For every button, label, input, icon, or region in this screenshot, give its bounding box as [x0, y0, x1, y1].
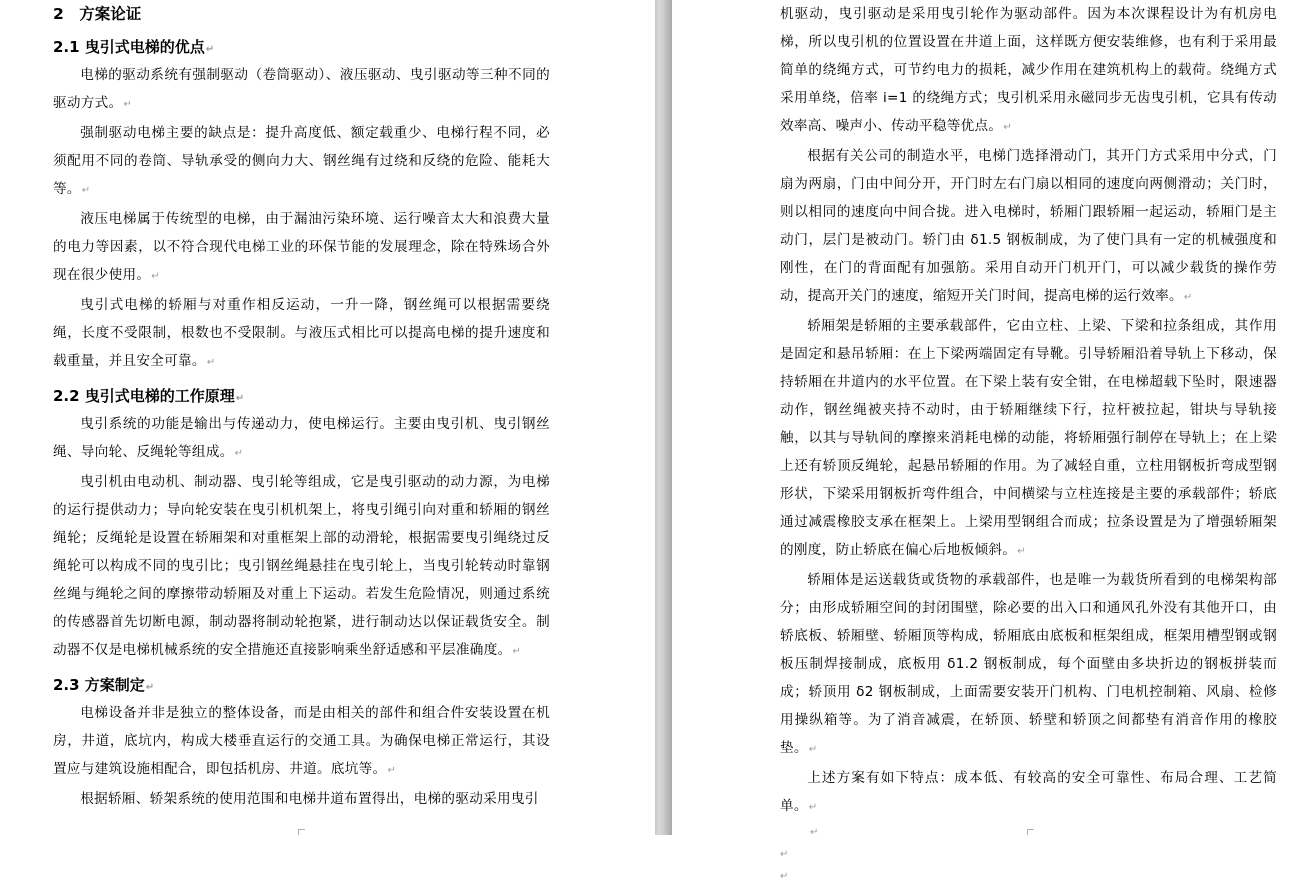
- empty-paragraph: [780, 866, 1277, 888]
- paragraph-mark-icon: ↵: [81, 185, 91, 196]
- paragraph-mark-icon: ↵: [808, 802, 818, 813]
- paragraph-mark-icon: ↵: [1003, 122, 1012, 133]
- empty-paragraph: [780, 844, 1277, 866]
- paragraph-mark-icon: ↵: [780, 871, 789, 882]
- paragraph: 轿厢架是轿厢的主要承载部件，它由立柱、上梁、下梁和拉条组成，其作用是固定和悬吊轿厢：在上下梁两端固定有导靴。引导轿厢沿着导轨上下移动，保持轿厢在井道内的水平位置。在下梁上装有安全钳，在电梯超载下坠时，限速器动作，钢丝绳被夹持不动时，由于轿厢继续下行，拉杆被拉起，钳块与导轨接触，以其与导轨间的摩擦来消耗电梯的动能，将轿厢强行制停在导轨上；在上梁上还有轿顶反绳轮，起悬吊轿厢的作用。为了减轻自重，立柱用钢板折弯成型钢形状，下梁采用钢板折弯件组合，中间横梁与立柱连接是主要的承载部件；轿底通过减震橡胶支承在框架上。上梁用型钢组合而成；拉条设置是为了增强轿厢架的刚度，防止轿底在偏心后地板倾斜。↵: [780, 318, 1277, 558]
- paragraph-mark-icon: ↵: [512, 646, 522, 657]
- paragraph-mark-icon: ↵: [780, 849, 789, 860]
- paragraph: 根据轿厢、轿架系统的使用范围和电梯井道布置得出，电梯的驱动采用曳引: [80, 791, 539, 807]
- heading-2-2: 2.2 曳引式电梯的工作原理↵: [53, 387, 245, 405]
- paragraph: 机驱动，曳引驱动是采用曳引轮作为驱动部件。因为本次课程设计为有机房电梯，所以曳引机的位置设置在井道上面，这样既方便安装维修，也有利于采用最简单的绕绳方式，可节约电力的损耗，减少作用在建筑机构上的载荷。绕绳方式采用单绕，倍率 i=1 的绕绳方式；曳引机采用永磁同步无齿曳引机，它具有传动效率高、噪声小、传动平稳等优点。↵: [780, 6, 1277, 134]
- paragraph-mark-icon: ↵: [810, 827, 819, 838]
- paragraph: 电梯的驱动系统有强制驱动（卷筒驱动）、液压驱动、曳引驱动等三种不同的驱动方式。↵: [53, 67, 550, 111]
- document-page-left[interactable]: [0, 0, 655, 835]
- paragraph: 曳引系统的功能是输出与传递动力，使电梯运行。主要由曳引机、曳引钢丝绳、导向轮、反绳轮等组成。↵: [53, 416, 550, 460]
- page-body-left: [53, 0, 550, 813]
- paragraph-mark-icon: ↵: [206, 357, 216, 368]
- paragraph-mark-icon: ↵: [234, 448, 244, 459]
- paragraph: 根据有关公司的制造水平，电梯门选择滑动门，其开门方式采用中分式，门扇为两扇，门由中间分开，开门时左右门扇以相同的速度向两侧滑动；关门时，则以相同的速度向中间合拢。进入电梯时，轿厢门跟轿厢一起运动，轿厢门是主动门，层门是被动门。轿门由 δ1.5 钢板制成，为了使门具有一定的机械强度和刚性，在门的背面配有加强筋。采用自动开门机开门，可以减少载货的操作劳动，提高开关门的速度，缩短开关门时间，提高电梯的运行效率。↵: [780, 148, 1277, 304]
- paragraph-mark-icon: ↵: [151, 271, 160, 282]
- page-gutter: [655, 0, 672, 835]
- paragraph-mark-icon: ↵: [1017, 546, 1026, 557]
- paragraph: 曳引机由电动机、制动器、曳引轮等组成，它是曳引驱动的动力源，为电梯的运行提供动力；导向轮安装在曳引机机架上，将曳引绳引向对重和轿厢的钢丝绳轮；反绳轮是设置在轿厢架和对重框架上部的动滑轮，根据需要曳引绳绕过反绳轮可以构成不同的曳引比；曳引钢丝绳悬挂在曳引轮上，当曳引轮转动时靠钢丝绳与绳轮之间的摩擦带动轿厢及对重上下运动。若发生危险情况，则通过系统的传感器首先切断电源，制动器将制动轮抱紧，进行制动达以保证载货安全。制动器不仅是电梯机械系统的安全措施还直接影响乘坐舒适感和平层准确度。↵: [53, 474, 550, 658]
- paragraph-mark-icon: ↵: [205, 44, 215, 55]
- paragraph-mark-icon: ↵: [145, 682, 155, 693]
- margin-corner-mark: [298, 829, 305, 835]
- section-heading-2: 2 方案论证: [53, 5, 142, 23]
- paragraph: 电梯设备并非是独立的整体设备，而是由相关的部件和组合件安装设置在机房，井道，底坑内，构成大楼垂直运行的交通工具。为确保电梯正常运行，其设置应与建筑设施相配合，即包括机房、井道。底坑等。↵: [53, 705, 550, 777]
- paragraph-mark-icon: ↵: [808, 744, 818, 755]
- paragraph: 强制驱动电梯主要的缺点是：提升高度低、额定载重少、电梯行程不同，必须配用不同的卷筒、导轨承受的侧向力大、钢丝绳有过绕和反绕的危险、能耗大等。↵: [53, 125, 550, 197]
- paragraph: 轿厢体是运送载货或货物的承载部件，也是唯一为载货所看到的电梯架构部分；由形成轿厢空间的封闭围壁，除必要的出入口和通风孔外没有其他开口，由轿底板、轿厢壁、轿厢顶等构成，轿厢底由底板和框架组成，框架用槽型钢或钢板压制焊接制成，底板用 δ1.2 钢板制成，每个面壁由多块折边的钢板拼装而成；轿顶用 δ2 钢板制成，上面需要安装开门机构、门电机控制箱、风扇、检修用操纵箱等。为了消音减震，在轿顶、轿壁和轿顶之间都垫有消音作用的橡胶垫。↵: [780, 572, 1277, 756]
- paragraph-mark-icon: ↵: [387, 765, 397, 776]
- margin-corner-mark: [1027, 829, 1034, 835]
- page-body-right: [780, 0, 1277, 888]
- paragraph: 液压电梯属于传统型的电梯，由于漏油污染环境、运行噪音太大和浪费大量的电力等因素，以不符合现代电梯工业的环保节能的发展理念，除在特殊场合外现在很少使用。↵: [53, 211, 550, 283]
- paragraph-mark-icon: ↵: [235, 393, 245, 404]
- paragraph: 上述方案有如下特点：成本低、有较高的安全可靠性、布局合理、工艺简单。↵: [780, 770, 1277, 814]
- paragraph-mark-icon: ↵: [1183, 292, 1193, 303]
- paragraph-mark-icon: ↵: [123, 99, 133, 110]
- heading-2-3: 2.3 方案制定↵: [53, 676, 155, 694]
- document-page-right[interactable]: [672, 0, 1309, 882]
- paragraph: 曳引式电梯的轿厢与对重作相反运动，一升一降，钢丝绳可以根据需要绕绳，长度不受限制，根数也不受限制。与液压式相比可以提高电梯的提升速度和载重量，并且安全可靠。↵: [53, 297, 550, 369]
- heading-2-1: 2.1 曳引式电梯的优点↵: [53, 38, 215, 56]
